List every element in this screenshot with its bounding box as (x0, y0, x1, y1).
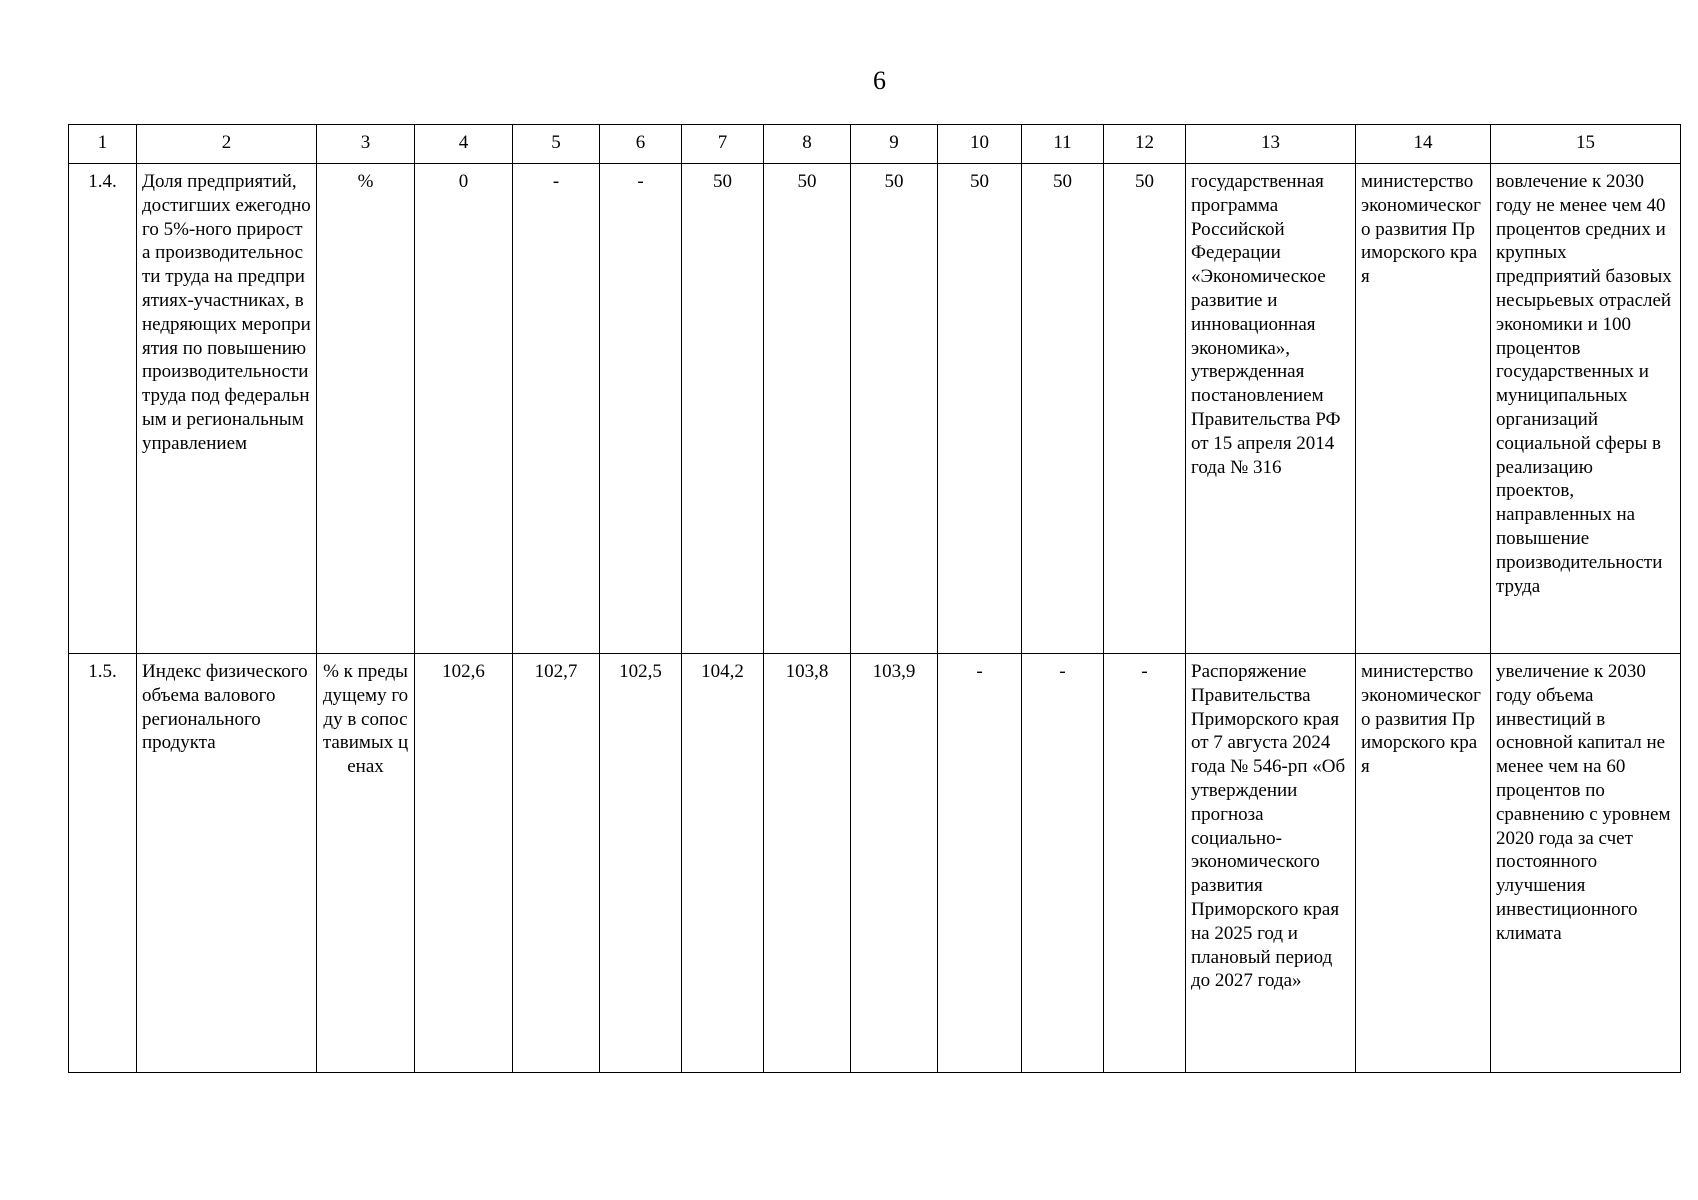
column-header: 3 (317, 125, 415, 164)
value-cell: 103,9 (851, 654, 938, 1073)
column-header: 1 (69, 125, 137, 164)
value-cell: 50 (938, 164, 1022, 654)
indicators-table (68, 124, 1681, 1073)
header-row (69, 125, 1681, 164)
column-header: 12 (1104, 125, 1186, 164)
column-header: 4 (415, 125, 513, 164)
responsible-body: министерство экономического развития Приморского края (1356, 654, 1491, 1073)
column-header: 2 (137, 125, 317, 164)
column-header: 9 (851, 125, 938, 164)
value-cell: 103,8 (764, 654, 851, 1073)
value-cell: 50 (1022, 164, 1104, 654)
unit-cell: % к предыдущему году в сопоставимых ценах (317, 654, 415, 1073)
column-header: 15 (1491, 125, 1681, 164)
value-cell: - (600, 164, 682, 654)
unit-cell: % (317, 164, 415, 654)
column-header: 10 (938, 125, 1022, 164)
goal-description: вовлечение к 2030 году не менее чем 40 процентов средних и крупных предприятий базовых несырьевых отраслей экономики и 100 процентов государственных и муниципальных организаций социальной сферы в реализацию проектов, направленных на повышение производительности труда (1491, 164, 1681, 654)
source-document: государственная программа Российской Федерации «Экономическое развитие и инновационная экономика», утвержденная постановлением Правительства РФ от 15 апреля 2014 года № 316 (1186, 164, 1356, 654)
table-row (69, 654, 1681, 1073)
value-cell: - (1104, 654, 1186, 1073)
indicator-name: Доля предприятий, достигших ежегодного 5%-ного прироста производительности труда на предприятиях-участниках, внедряющих мероприятия по повышению производительности труда под федеральным и региональным управлением (137, 164, 317, 654)
column-header: 7 (682, 125, 764, 164)
row-number: 1.5. (69, 654, 137, 1073)
goal-description: увеличение к 2030 году объема инвестиций в основной капитал не менее чем на 60 процентов по сравнению с уровнем 2020 года за счет постоянного улучшения инвестиционного климата (1491, 654, 1681, 1073)
column-header: 8 (764, 125, 851, 164)
value-cell: - (938, 654, 1022, 1073)
value-cell: 102,7 (513, 654, 600, 1073)
value-cell: 102,5 (600, 654, 682, 1073)
column-header: 6 (600, 125, 682, 164)
value-cell: 50 (851, 164, 938, 654)
indicator-name: Индекс физического объема валового регионального продукта (137, 654, 317, 1073)
table-row (69, 164, 1681, 654)
value-cell: 50 (682, 164, 764, 654)
source-document: Распоряжение Правительства Приморского края от 7 августа 2024 года № 546-рп «Об утверждении прогноза социально-экономического развития Приморского края на 2025 год и плановый период до 2027 года» (1186, 654, 1356, 1073)
responsible-body: министерство экономического развития Приморского края (1356, 164, 1491, 654)
value-cell: - (513, 164, 600, 654)
value-cell: 50 (764, 164, 851, 654)
page-number: 6 (873, 66, 886, 95)
value-cell: 104,2 (682, 654, 764, 1073)
column-header: 13 (1186, 125, 1356, 164)
column-header: 11 (1022, 125, 1104, 164)
value-cell: 102,6 (415, 654, 513, 1073)
row-number: 1.4. (69, 164, 137, 654)
value-cell: 0 (415, 164, 513, 654)
column-header: 5 (513, 125, 600, 164)
value-cell: 50 (1104, 164, 1186, 654)
column-header: 14 (1356, 125, 1491, 164)
value-cell: - (1022, 654, 1104, 1073)
